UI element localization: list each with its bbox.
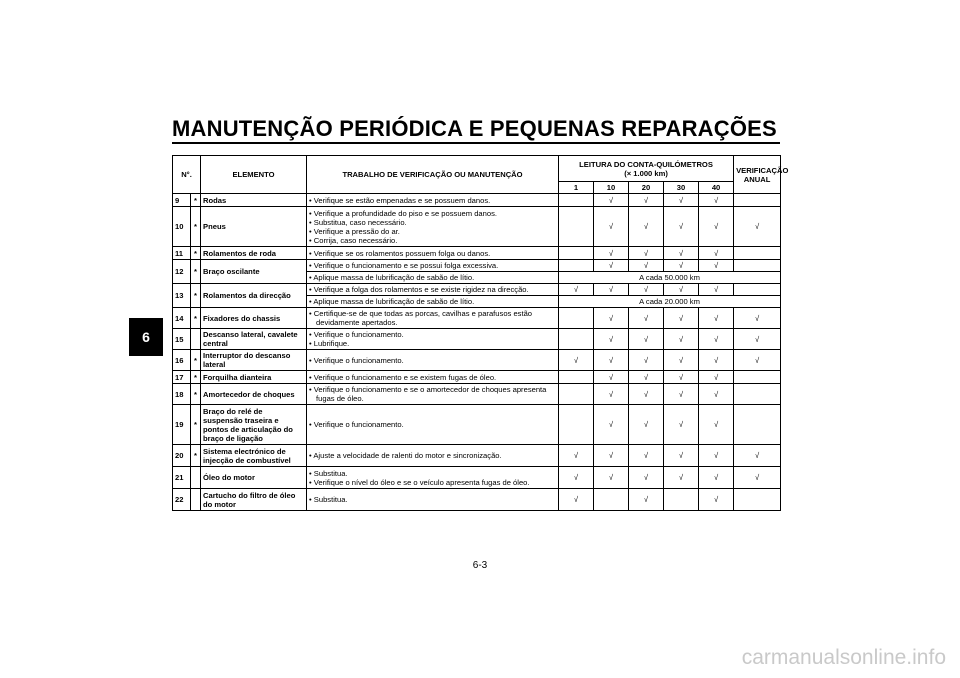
check-cell: √ [629,371,664,384]
work-line: • Verifique o funcionamento. [309,330,404,339]
annual-check-cell [734,247,781,260]
check-cell: √ [594,371,629,384]
asterisk-marker [191,489,201,511]
work-description [307,445,559,467]
asterisk-marker: * [191,260,201,284]
work-line: • Substitua. [309,495,348,504]
work-description [307,350,559,371]
work-description [307,284,559,296]
work-description [307,194,559,207]
asterisk-marker: * [191,350,201,371]
annual-check-cell: √ [734,329,781,350]
check-cell: √ [594,350,629,371]
check-cell: √ [559,467,594,489]
work-description [307,371,559,384]
maintenance-table [172,155,789,511]
check-cell: √ [594,384,629,405]
title-rule [172,142,780,144]
check-cell: √ [629,308,664,329]
check-cell: √ [559,445,594,467]
watermark: carmanualsonline.info [741,646,946,669]
annual-check-cell [734,194,781,207]
work-description [307,308,559,329]
check-cell [664,489,699,511]
work-line: • Certifique-se de que todas as porcas, cavilhas e parafusos estão devidamente apertados. [309,309,533,327]
annual-check-cell [734,371,781,384]
element-name: Interruptor do descanso lateral [201,350,307,371]
annual-check-cell: √ [734,467,781,489]
asterisk-marker: * [191,445,201,467]
check-cell: √ [664,405,699,445]
check-cell [559,329,594,350]
work-line: • Lubrifique. [309,339,350,348]
header-odometer-line2: (× 1.000 km) [624,168,668,178]
table-row [173,371,781,384]
element-name: Sistema electrónico de injecção de combustível [201,445,307,467]
header-km-30: 30 [664,182,699,194]
element-name: Rodas [201,194,307,207]
check-cell: √ [559,284,594,296]
annual-check-cell [734,405,781,445]
element-name: Rolamentos da direcção [201,284,307,308]
page-title: MANUTENÇÃO PERIÓDICA E PEQUENAS REPARAÇÕES [172,116,777,141]
check-cell: √ [594,207,629,247]
row-number: 21 [173,467,191,489]
annual-check-cell [734,384,781,405]
work-line: • Ajuste a velocidade de ralenti do motor e sincronização. [309,451,502,460]
work-line: • Verifique o funcionamento. [309,355,404,365]
work-description [307,247,559,260]
check-cell: √ [629,489,664,511]
check-cell: √ [594,329,629,350]
annual-check-cell [734,489,781,511]
row-number: 15 [173,329,191,350]
check-cell: √ [699,260,734,272]
check-cell: √ [559,489,594,511]
table-row [173,207,781,247]
check-cell: √ [699,247,734,260]
annual-check-cell: √ [734,445,781,467]
check-cell [559,308,594,329]
check-cell: √ [594,194,629,207]
work-description [307,405,559,445]
asterisk-marker [191,467,201,489]
check-cell: √ [559,350,594,371]
page-number: 6-3 [472,560,488,571]
check-cell: √ [699,308,734,329]
work-description [307,272,559,284]
element-name: Braço do relé de suspensão traseira e pontos de articulação do braço de ligação [201,405,307,445]
work-line: • Verifique se os rolamentos possuem folga ou danos. [309,248,491,258]
interval-note: A cada 20.000 km [559,296,781,308]
check-cell: √ [664,247,699,260]
check-cell: √ [699,350,734,371]
check-cell: √ [629,350,664,371]
row-number: 12 [173,260,191,284]
header-km-40: 40 [699,182,734,194]
element-name: Descanso lateral, cavalete central [201,329,307,350]
check-cell: √ [699,207,734,247]
interval-note: A cada 50.000 km [559,272,781,284]
check-cell: √ [594,260,629,272]
check-cell: √ [664,308,699,329]
row-number: 11 [173,247,191,260]
header-km-1: 1 [559,182,594,194]
work-description [307,384,559,405]
table-row [173,405,781,445]
check-cell [559,194,594,207]
table-row [173,384,781,405]
asterisk-marker: * [191,384,201,405]
check-cell [559,371,594,384]
asterisk-marker: * [191,247,201,260]
check-cell [559,384,594,405]
work-line: • Verifique o nível do óleo e se o veículo apresenta fugas de óleo. [309,477,530,487]
work-description [307,296,559,308]
work-line: • Aplique massa de lubrificação de sabão de lítio. [309,273,475,282]
row-number: 9 [173,194,191,207]
check-cell: √ [664,350,699,371]
check-cell: √ [629,284,664,296]
table-row [173,350,781,371]
check-cell: √ [664,371,699,384]
work-line: • Substitua, caso necessário. [309,217,407,227]
check-cell: √ [629,445,664,467]
element-name: Braço oscilante [201,260,307,284]
asterisk-marker: * [191,308,201,329]
asterisk-marker: * [191,207,201,247]
check-cell: √ [699,445,734,467]
table-body [173,194,781,511]
header-annual [734,156,789,194]
check-cell: √ [664,329,699,350]
work-description [307,329,559,350]
header-annual-line1: VERIFICAÇÃO [736,165,789,175]
work-line: • Verifique o funcionamento e se o amortecedor de choques apresenta fugas de óleo. [309,385,547,403]
work-line: • Verifique se estão empenadas e se possuem danos. [309,195,491,205]
work-description [307,260,559,272]
check-cell: √ [629,384,664,405]
check-cell: √ [664,467,699,489]
check-cell: √ [664,284,699,296]
asterisk-marker [191,329,201,350]
check-cell: √ [699,284,734,296]
check-cell: √ [664,207,699,247]
check-cell: √ [699,489,734,511]
asterisk-marker: * [191,405,201,445]
table-row [173,260,781,272]
row-number: 17 [173,371,191,384]
row-number: 10 [173,207,191,247]
row-number: 18 [173,384,191,405]
table-row [173,247,781,260]
annual-check-cell: √ [734,308,781,329]
work-line: • Verifique a profundidade do piso e se possuem danos. [309,208,498,218]
check-cell: √ [629,247,664,260]
check-cell: √ [699,405,734,445]
table-row [173,284,781,296]
table-row [173,329,781,350]
element-name: Fixadores do chassis [201,308,307,329]
table-row [173,467,781,489]
work-line: • Aplique massa de lubrificação de sabão de lítio. [309,297,475,306]
row-number: 19 [173,405,191,445]
asterisk-marker: * [191,194,201,207]
element-name: Cartucho do filtro de óleo do motor [201,489,307,511]
annual-check-cell [734,284,781,296]
section-tab: 6 [129,318,163,356]
check-cell: √ [594,308,629,329]
element-name: Rolamentos de roda [201,247,307,260]
work-line: • Corrija, caso necessário. [309,235,398,245]
check-cell: √ [594,445,629,467]
asterisk-marker: * [191,371,201,384]
check-cell: √ [629,467,664,489]
header-work: TRABALHO DE VERIFICAÇÃO OU MANUTENÇÃO [307,156,559,194]
header-annual-line2: ANUAL [743,174,771,184]
work-line: • Verifique o funcionamento. [309,420,404,429]
table-row [173,308,781,329]
check-cell: √ [629,405,664,445]
check-cell: √ [664,260,699,272]
table-row [173,489,781,511]
annual-check-cell: √ [734,207,781,247]
check-cell: √ [664,194,699,207]
check-cell: √ [629,329,664,350]
annual-check-cell: √ [734,350,781,371]
check-cell: √ [629,194,664,207]
header-km-10: 10 [594,182,629,194]
check-cell: √ [699,467,734,489]
element-name: Forquilha dianteira [201,371,307,384]
header-number: N°. [173,156,201,194]
check-cell [559,260,594,272]
row-number: 16 [173,350,191,371]
work-description [307,489,559,511]
check-cell: √ [629,207,664,247]
row-number: 13 [173,284,191,308]
check-cell [559,405,594,445]
table-row [173,445,781,467]
work-description [307,207,559,247]
check-cell: √ [629,260,664,272]
check-cell [559,247,594,260]
table-row [173,194,781,207]
work-line: • Verifique o funcionamento e se possui folga excessiva. [309,261,499,270]
check-cell: √ [699,371,734,384]
check-cell: √ [594,284,629,296]
check-cell [594,489,629,511]
header-odometer-line1: LEITURA DO CONTA-QUILÓMETROS [579,159,713,169]
header-element: ELEMENTO [201,156,307,194]
work-line: • Verifique o funcionamento e se existem fugas de óleo. [309,372,497,382]
work-line: • Verifique a folga dos rolamentos e se existe rigidez na direcção. [309,285,529,294]
row-number: 22 [173,489,191,511]
check-cell: √ [664,445,699,467]
asterisk-marker: * [191,284,201,308]
work-line: • Substitua. [309,468,348,478]
work-line: • Verifique a pressão do ar. [309,226,400,236]
header-odometer [559,156,734,182]
check-cell: √ [664,384,699,405]
element-name: Amortecedor de choques [201,384,307,405]
work-description [307,467,559,489]
row-number: 20 [173,445,191,467]
check-cell: √ [699,194,734,207]
annual-check-cell [734,260,781,272]
element-name: Óleo do motor [201,467,307,489]
element-name: Pneus [201,207,307,247]
check-cell: √ [594,247,629,260]
check-cell [559,207,594,247]
check-cell: √ [594,467,629,489]
check-cell: √ [594,405,629,445]
row-number: 14 [173,308,191,329]
check-cell: √ [699,329,734,350]
check-cell: √ [699,384,734,405]
header-km-20: 20 [629,182,664,194]
